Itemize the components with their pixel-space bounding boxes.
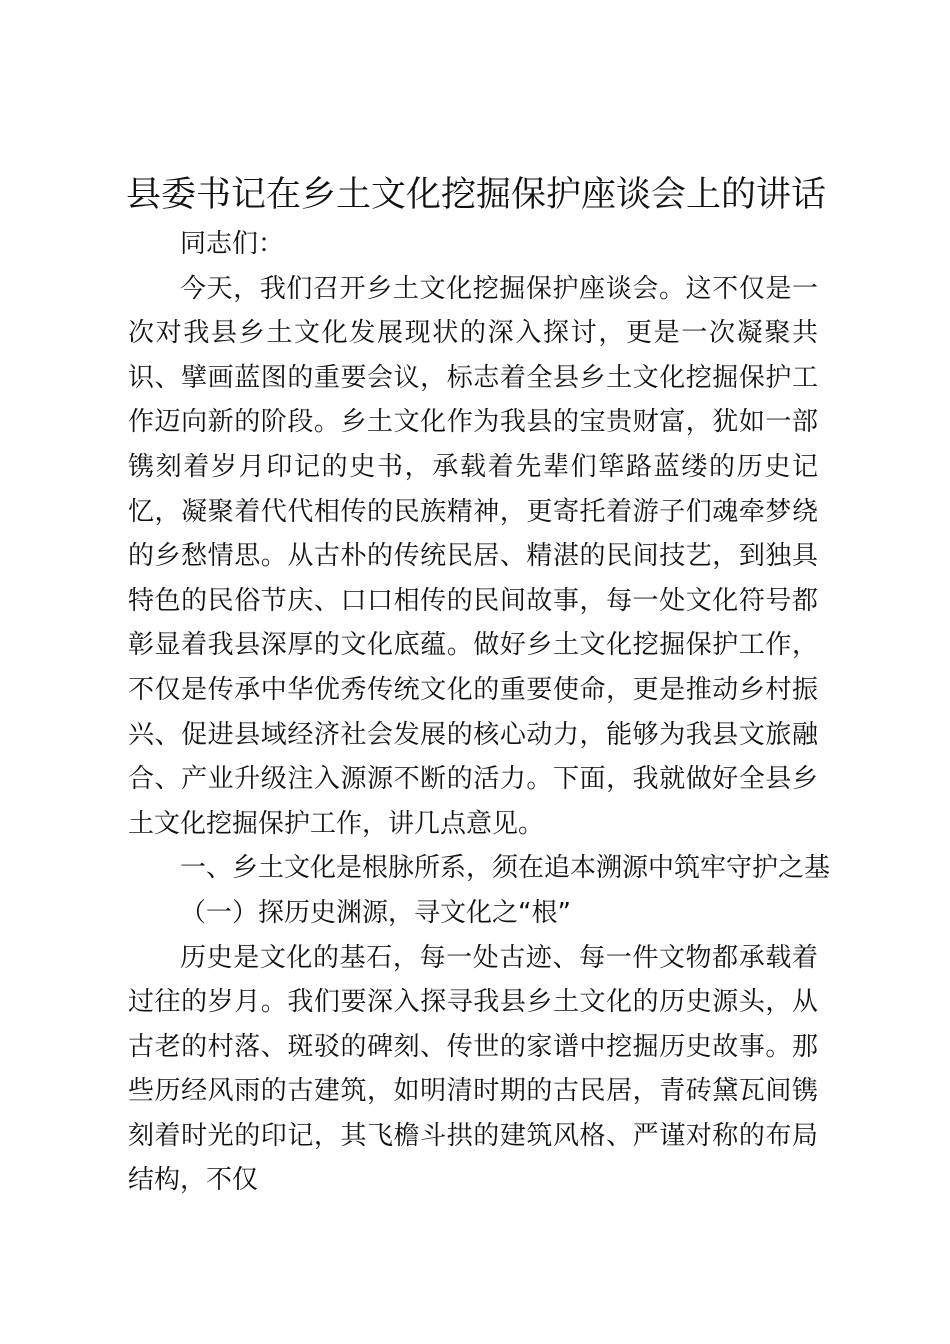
subsection-heading: （一）探历史渊源，寻文化之“根”	[180, 897, 571, 928]
document-page	[126, 170, 831, 1203]
section-heading: 一、乡土文化是根脉所系，须在追本溯源中筑牢守护之基	[180, 853, 831, 884]
document-title: 县委书记在乡土文化挖掘保护座谈会上的讲话	[126, 175, 827, 215]
section-paragraph: 历史是文化的基石，每一处古迹、每一件文物都承载着过往的岁月。我们要深入探寻我县乡土文化的历史源头，从古老的村落、斑驳的碑刻、传世的家谱中挖掘历史故事。那些历经风雨的古建筑，如明清时期的古民居，青砖黛瓦间镌刻着时光的印记，其飞檐斗拱的建筑风格、严谨对称的布局结构，不仅	[128, 942, 818, 1196]
intro-paragraph: 今天，我们召开乡土文化挖掘保护座谈会。这不仅是一次对我县乡土文化发展现状的深入探讨，更是一次凝聚共识、擘画蓝图的重要会议，标志着全县乡土文化挖掘保护工作迈向新的阶段。乡土文化作为我县的宝贵财富，犹如一部镌刻着岁月印记的史书，承载着先辈们筚路蓝缕的历史记忆，凝聚着代代相传的民族精神，更寄托着游子们魂牵梦绕的乡愁情思。从古朴的传统民居、精湛的民间技艺，到独具特色的民俗节庆、口口相传的民间故事，每一处文化符号都彰显着我县深厚的文化底蕴。做好乡土文化挖掘保护工作，不仅是传承中华优秀传统文化的重要使命，更是推动乡村振兴、促进县域经济社会发展的核心动力，能够为我县文旅融合、产业升级注入源源不断的活力。下面，我就做好全县乡土文化挖掘保护工作，讲几点意见。	[128, 273, 818, 839]
salutation: 同志们：	[180, 229, 285, 259]
